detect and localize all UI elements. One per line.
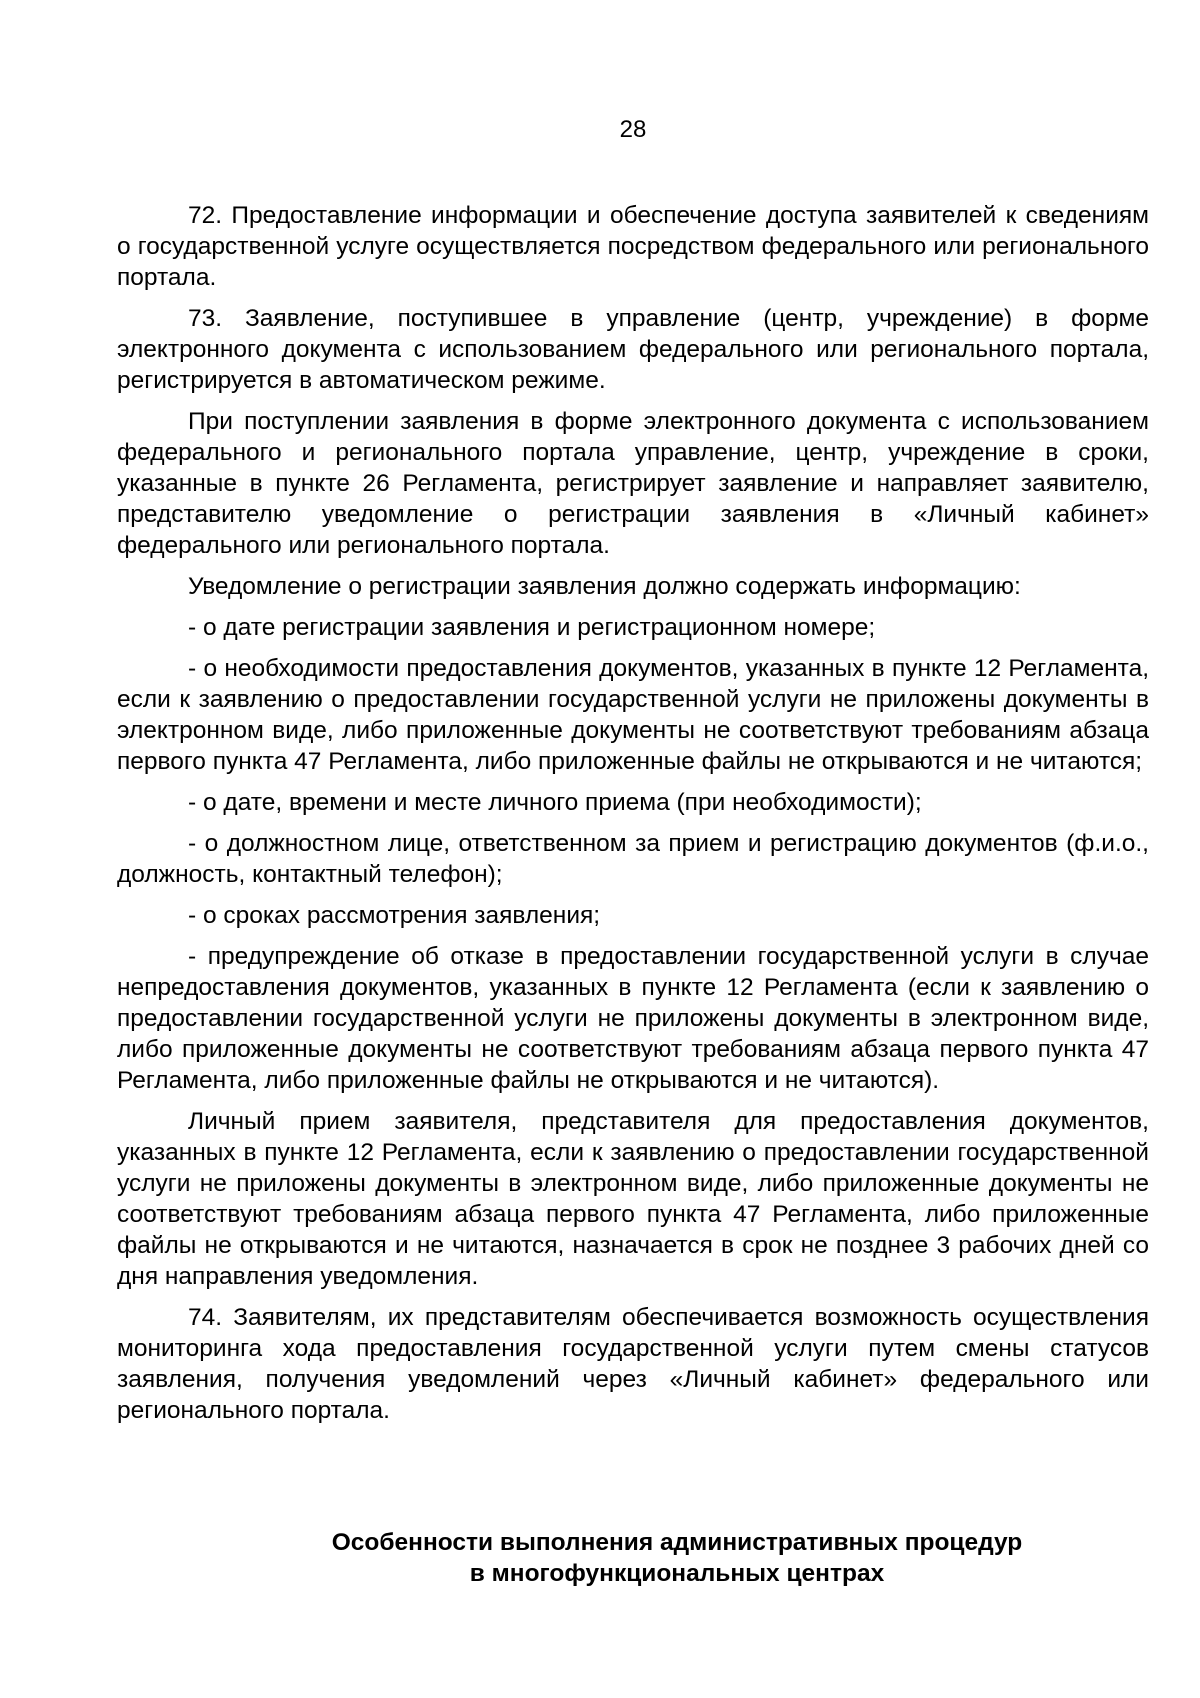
list-item-registration-date: - о дате регистрации заявления и регистрационном номере; — [188, 614, 876, 641]
paragraph-74: 74. Заявителям, их представителям обеспечивается возможность осуществления мониторинга хода предоставления государственной услуги путем смены статусов заявления, получения уведомлений через «Личный кабинет» федерального или регионального портала. — [117, 1304, 1149, 1424]
section-heading-line-2: в многофункциональных центрах — [469, 1560, 885, 1587]
document-body — [117, 200, 1149, 1436]
list-item-documents-required: - о необходимости предоставления документов, указанных в пункте 12 Регламента, если к заявлению о предоставлении государственной услуги не приложены документы в электронном виде, либо приложенные документы не соответствуют требованиям абзаца первого пункта 47 Регламента, либо приложенные файлы не открываются и не читаются; — [117, 655, 1149, 775]
section-heading-line-1: Особенности выполнения административных процедур — [331, 1529, 1023, 1556]
paragraph-72: 72. Предоставление информации и обеспечение доступа заявителей к сведениям о государственной услуге осуществляется посредством федерального или регионального портала. — [117, 202, 1149, 291]
paragraph-notification-contents: Уведомление о регистрации заявления должно содержать информацию: — [188, 573, 1021, 600]
list-item-official: - о должностном лице, ответственном за прием и регистрацию документов (ф.и.о., должность, контактный телефон); — [117, 830, 1149, 888]
page-number: 28 — [619, 116, 647, 143]
section-heading — [277, 1527, 1077, 1589]
paragraph-73: 73. Заявление, поступившее в управление (центр, учреждение) в форме электронного документа с использованием федерального или регионального портала, регистрируется в автоматическом режиме. — [117, 305, 1149, 394]
list-item-reception-time: - о дате, времени и месте личного приема (при необходимости); — [188, 789, 922, 816]
paragraph-personal-reception: Личный прием заявителя, представителя для предоставления документов, указанных в пункте 12 Регламента, если к заявлению о предоставлении государственной услуги не приложены документы в электронном виде, либо приложенные документы не соответствуют требованиям абзаца первого пункта 47 Регламента, либо приложенные файлы не открываются и не читаются, назначается в срок не позднее 3 рабочих дней со дня направления уведомления. — [117, 1108, 1149, 1290]
paragraph-electronic-submission: При поступлении заявления в форме электронного документа с использованием федерального и регионального портала управление, центр, учреждение в сроки, указанные в пункте 26 Регламента, регистрирует заявление и направляет заявителю, представителю уведомление о регистрации заявления в «Личный кабинет» федерального или регионального портала. — [117, 408, 1149, 559]
list-item-review-terms: - о сроках рассмотрения заявления; — [188, 902, 601, 929]
list-item-refusal-warning: - предупреждение об отказе в предоставлении государственной услуги в случае непредоставления документов, указанных в пункте 12 Регламента (если к заявлению о предоставлении государственной услуги не приложены документы в электронном виде, либо приложенные документы не соответствуют требованиям абзаца первого пункта 47 Регламента, либо приложенные файлы не открываются и не читаются). — [117, 943, 1149, 1094]
